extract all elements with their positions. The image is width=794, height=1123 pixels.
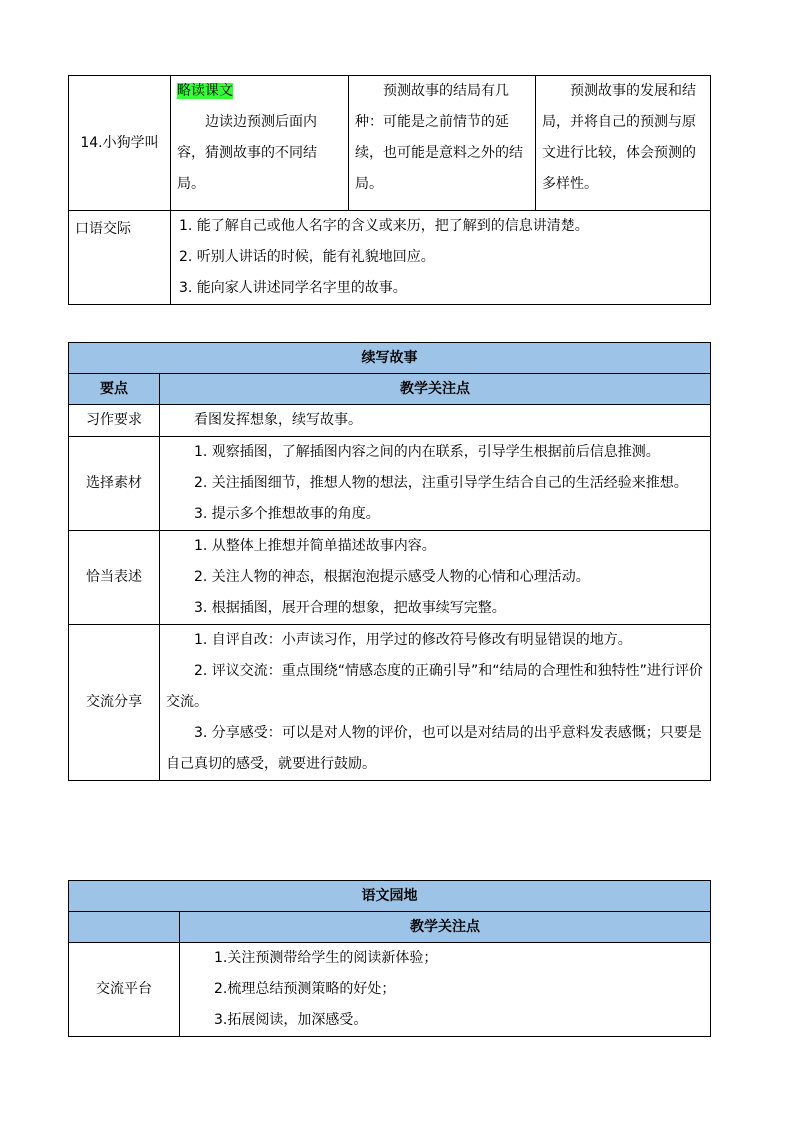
oral-items	[171, 211, 711, 305]
garden-title: 语文园地	[69, 881, 711, 912]
list-item: 3. 能向家人讲述同学名字里的故事。	[179, 280, 407, 296]
header-keypoint: 要点	[69, 374, 160, 405]
list-item: 看图发挥想象，续写故事。	[194, 412, 362, 428]
lesson-col4	[536, 76, 711, 211]
list-item: 3. 分享感受：可以是对人物的评价，也可以是对结局的出乎意料发表感慨；只要是自己真切的感受，就要进行鼓励。	[166, 725, 702, 772]
row-content	[160, 531, 711, 625]
row-content	[160, 437, 711, 531]
list-item: 1. 观察插图，了解插图内容之间的内在联系，引导学生根据前后信息推测。	[194, 444, 660, 460]
lesson-goal: 边读边预测后面内容，猜测故事的不同结局。	[177, 114, 317, 192]
row-label: 选择素材	[69, 437, 160, 531]
table-row	[69, 437, 711, 531]
lesson-goal-cell	[171, 76, 349, 211]
list-item: 2. 关注人物的神态，根据泡泡提示感受人物的心情和心理活动。	[194, 569, 590, 585]
row-content	[180, 943, 711, 1037]
table-row	[69, 625, 711, 781]
lesson-col3-text: 预测故事的结局有几种：可能是之前情节的延续，也可能是意料之外的结局。	[355, 83, 523, 192]
lesson-title-text: 14.小狗学叫	[80, 134, 159, 151]
row-label: 交流分享	[69, 625, 160, 781]
row-label: 交流平台	[69, 943, 180, 1037]
list-item: 1. 能了解自己或他人名字的含义或来历，把了解到的信息讲清楚。	[179, 218, 589, 234]
list-item: 2.梳理总结预测策略的好处；	[214, 981, 396, 997]
lesson-col3	[349, 76, 536, 211]
list-item: 1.关注预测带给学生的阅读新体验；	[214, 950, 438, 966]
list-item: 1. 从整体上推想并简单描述故事内容。	[194, 538, 436, 554]
oral-label	[69, 211, 171, 305]
row-content	[160, 625, 711, 781]
list-item: 1. 自评自改：小声读习作，用学过的修改符号修改有明显错误的地方。	[194, 632, 632, 648]
garden-header-blank	[69, 912, 180, 943]
row-content	[160, 405, 711, 437]
table-row	[69, 943, 711, 1037]
list-item: 3. 提示多个推想故事的角度。	[194, 506, 380, 522]
row-label: 习作要求	[69, 405, 160, 437]
list-item: 3.拓展阅读，加深感受。	[214, 1012, 368, 1028]
writing-title: 续写故事	[69, 343, 711, 374]
reading-tag: 略读课文	[177, 83, 233, 99]
row-label: 恰当表述	[69, 531, 160, 625]
garden-header-focus: 教学关注点	[180, 912, 711, 943]
table-row	[69, 405, 711, 437]
oral-label-text: 口语交际	[75, 221, 131, 237]
writing-table	[68, 342, 711, 781]
lesson-col4-text: 预测故事的发展和结局，并将自己的预测与原文进行比较，体会预测的多样性。	[542, 83, 696, 192]
oral-row	[69, 211, 711, 305]
list-item: 2. 听别人讲话的时候，能有礼貌地回应。	[179, 249, 435, 265]
header-focus: 教学关注点	[160, 374, 711, 405]
lesson-title	[69, 76, 171, 211]
list-item: 2. 关注插图细节，推想人物的想法，注重引导学生结合自己的生活经验来推想。	[194, 475, 688, 491]
lesson-row	[69, 76, 711, 211]
table-row	[69, 531, 711, 625]
lesson-table	[68, 75, 711, 305]
garden-table	[68, 880, 711, 1037]
list-item: 2. 评议交流：重点围绕“情感态度的正确引导”和“结局的合理性和独特性”进行评价交流。	[166, 663, 703, 710]
list-item: 3. 根据插图，展开合理的想象，把故事续写完整。	[194, 600, 506, 616]
